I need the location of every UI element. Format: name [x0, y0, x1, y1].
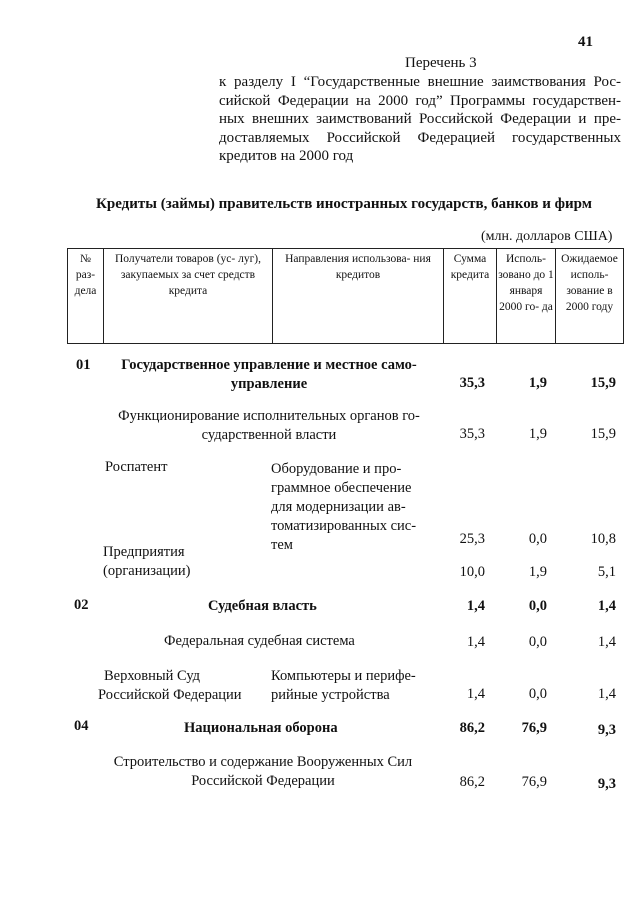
list-title: Перечень 3: [405, 55, 477, 71]
section-code: 01: [76, 357, 91, 373]
amount-value: 1,4: [466, 634, 485, 650]
used-value: 0,0: [528, 634, 547, 650]
subsection-title: [104, 407, 434, 445]
direction-line: тем: [271, 537, 293, 553]
col-header-directions: Направления использова- ния кредитов: [273, 249, 444, 344]
page-number: 41: [578, 34, 593, 50]
direction-line: Оборудование и про-: [271, 461, 402, 477]
recipient-line: Верховный Суд: [104, 668, 201, 684]
recipient-line: Российской Федерации: [98, 687, 242, 703]
expected-value: 10,8: [590, 531, 616, 547]
amount-value: 35,3: [459, 426, 485, 442]
col-header-recipients: Получатели товаров (ус- луг), закупаемых за счет средств кредита: [104, 249, 273, 344]
units-note: (млн. долларов США): [481, 229, 613, 244]
subsection-title-line: сударственной власти: [201, 427, 337, 443]
section-title: Судебная власть: [208, 598, 317, 614]
subsection-title: [98, 753, 428, 791]
col-header-section: № раз- дела: [68, 249, 104, 344]
used-value: 1,9: [528, 426, 547, 442]
recipient-line: (организации): [103, 563, 191, 579]
expected-value: 1,4: [597, 686, 616, 702]
used-value: 76,9: [521, 774, 547, 790]
used-value: 76,9: [521, 720, 547, 736]
section-code: 02: [74, 597, 89, 613]
recipient-name: [103, 543, 191, 581]
direction-line: граммное обеспечение: [271, 480, 412, 496]
subtitle-line: ных внешних заимствований Российской Федерации и пре-: [219, 111, 621, 127]
subtitle-line: кредитов на 2000 год: [219, 148, 354, 164]
direction-line: томатизированных сис-: [271, 518, 417, 534]
subtitle-line: к разделу I “Государственные внешние заимствования Рос-: [219, 74, 621, 90]
col-header-amount: Сумма кредита: [444, 249, 497, 344]
table-header: [67, 248, 624, 344]
expected-value: 9,3: [597, 776, 616, 792]
list-subtitle: [219, 73, 621, 166]
amount-value: 1,4: [466, 598, 485, 614]
used-value: 0,0: [528, 598, 547, 614]
used-value: 0,0: [528, 686, 547, 702]
subsection-title-line: Российской Федерации: [191, 773, 335, 789]
col-header-expected: Ожидаемое исполь- зование в 2000 году: [556, 249, 624, 344]
amount-value: 86,2: [459, 774, 485, 790]
direction-text: [271, 667, 416, 705]
used-value: 0,0: [528, 531, 547, 547]
section-code: 04: [74, 718, 89, 734]
section-title: [104, 356, 434, 394]
recipient-name: Роспатент: [105, 459, 168, 475]
section-title-line: Государственное управление и местное само-: [121, 357, 417, 373]
recipient-line: Предприятия: [103, 544, 185, 560]
section-title: Национальная оборона: [184, 720, 338, 736]
amount-value: 25,3: [459, 531, 485, 547]
expected-value: 15,9: [590, 375, 616, 391]
amount-value: 10,0: [459, 564, 485, 580]
direction-line: для модернизации ав-: [271, 499, 406, 515]
table-title: Кредиты (займы) правительств иностранных государств, банков и фирм: [96, 196, 592, 212]
used-value: 1,9: [528, 564, 547, 580]
subtitle-line: сийской Федерации на 2000 год” Программы государствен-: [219, 92, 621, 109]
col-header-used: Исполь- зовано до 1 января 2000 го- да: [497, 249, 556, 344]
subtitle-line: доставляемых Российской Федерацией государственных: [219, 129, 621, 146]
direction-line: рийные устройства: [271, 687, 390, 703]
section-title-line: управление: [230, 376, 308, 392]
recipient-name: [98, 667, 242, 705]
expected-value: 5,1: [597, 564, 616, 580]
amount-value: 86,2: [459, 720, 485, 736]
amount-value: 35,3: [459, 375, 485, 391]
subsection-title-line: Строительство и содержание Вооруженных Сил: [113, 754, 413, 770]
expected-value: 9,3: [597, 722, 616, 738]
expected-value: 15,9: [590, 426, 616, 442]
expected-value: 1,4: [597, 598, 616, 614]
expected-value: 1,4: [597, 634, 616, 650]
used-value: 1,9: [528, 375, 547, 391]
amount-value: 1,4: [466, 686, 485, 702]
subsection-title-line: Функционирование исполнительных органов го-: [118, 408, 420, 424]
direction-line: Компьютеры и перифе-: [271, 668, 416, 684]
direction-text: [271, 460, 436, 555]
subsection-title: Федеральная судебная система: [164, 633, 355, 649]
